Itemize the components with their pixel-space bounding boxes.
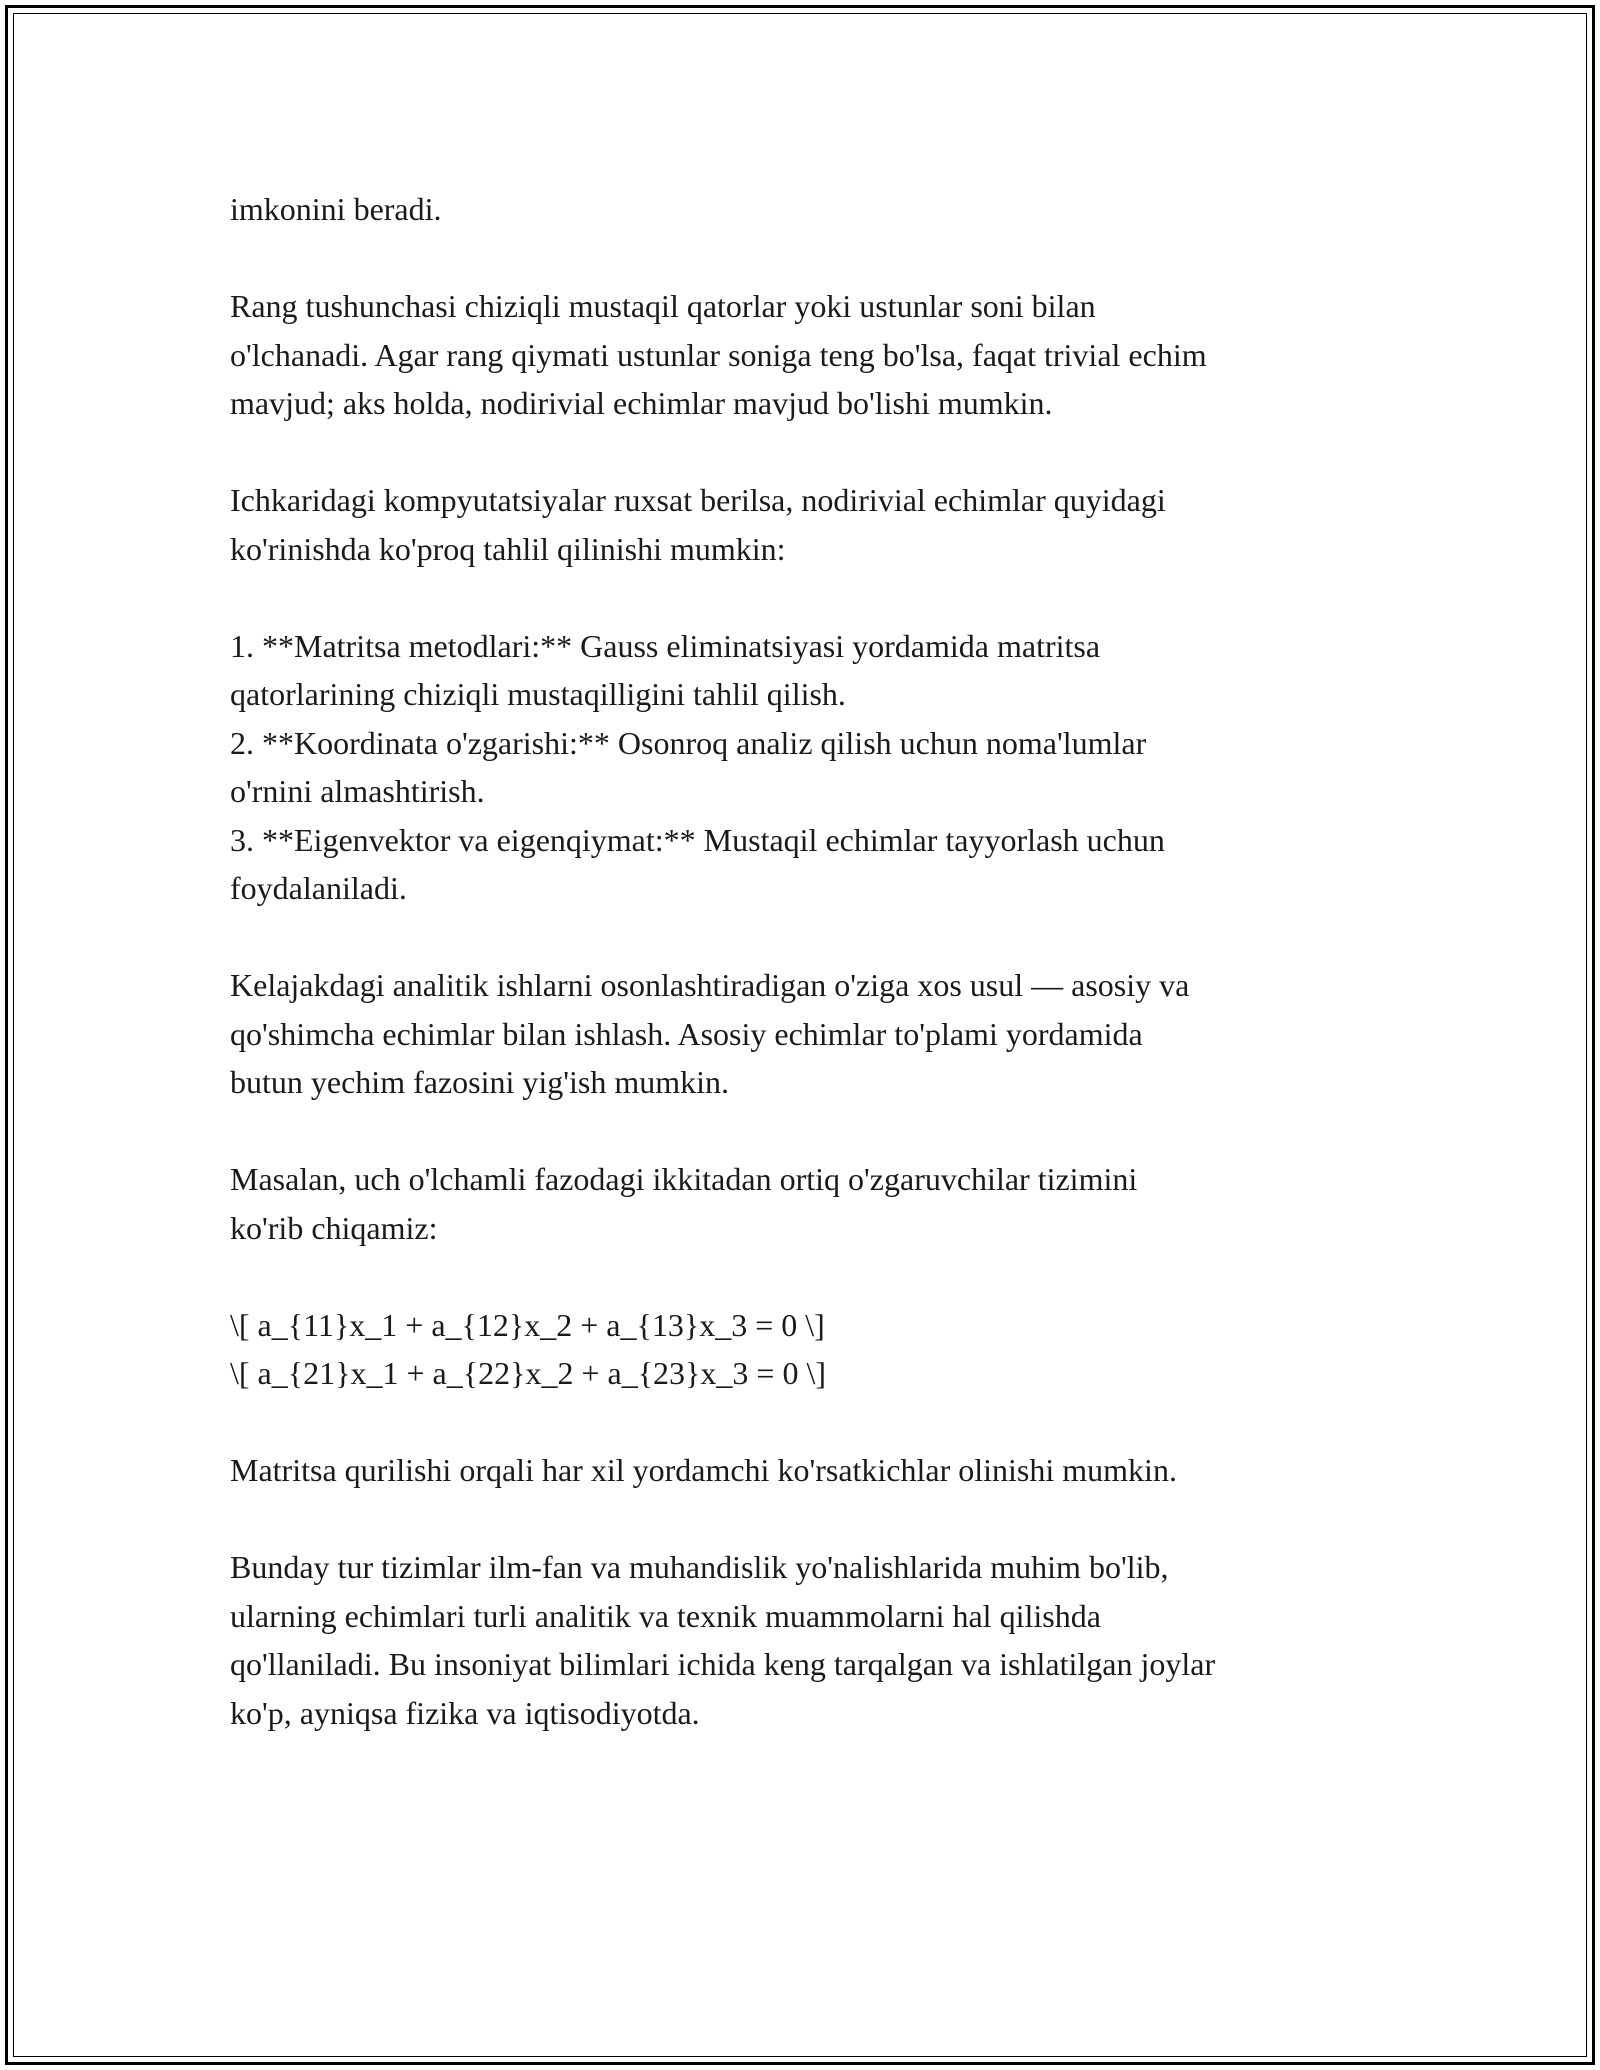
equation-2: \[ a_{21}x_1 + a_{22}x_2 + a_{23}x_3 = 0 \] bbox=[230, 1355, 826, 1391]
equation-1: \[ a_{11}x_1 + a_{12}x_2 + a_{13}x_3 = 0 \] bbox=[230, 1306, 825, 1343]
paragraph-example-line: ko'rib chiqamiz: bbox=[230, 1209, 438, 1246]
list-item-coordinate-change: 2. **Koordinata o'zgarishi:** Osonroq analiz qilish uchun noma'lumlar bbox=[230, 724, 1147, 761]
paragraph-example-line: Masalan, uch o'lchamli fazodagi ikkitadan ortiq o'zgaruvchilar tizimini bbox=[230, 1161, 1138, 1197]
paragraph-computations-line: ko'rinishda ko'proq tahlil qilinishi mumkin: bbox=[230, 530, 786, 567]
paragraph-basis-line: qo'shimcha echimlar bilan ishlash. Asosiy echimlar to'plami yordamida bbox=[230, 1015, 1143, 1052]
paragraph-applications-line: ularning echimlari turli analitik va texnik muammolarni hal qilishda bbox=[230, 1597, 1101, 1634]
paragraph-basis-line: Kelajakdagi analitik ishlarni osonlashtiradigan o'ziga xos usul — asosiy va bbox=[230, 967, 1190, 1003]
list-item-eigenvector: foydalaniladi. bbox=[230, 870, 407, 906]
paragraph-applications-line: Bunday tur tizimlar ilm-fan va muhandislik yo'nalishlarida muhim bo'lib, bbox=[230, 1549, 1169, 1585]
paragraph-applications-line: qo'llaniladi. Bu insoniyat bilimlari ichida keng tarqalgan va ishlatilgan joylar bbox=[230, 1646, 1216, 1682]
list-item-coordinate-change: o'rnini almashtirish. bbox=[230, 773, 485, 809]
list-item-matrix-methods: qatorlarining chiziqli mustaqilligini tahlil qilish. bbox=[230, 676, 846, 712]
list-item-eigenvector: 3. **Eigenvektor va eigenqiymat:** Mustaqil echimlar tayyorlash uchun bbox=[230, 821, 1165, 858]
paragraph-rank-line: Rang tushunchasi chiziqli mustaqil qatorlar yoki ustunlar soni bilan bbox=[230, 288, 1096, 324]
paragraph-matrix-construction: Matritsa qurilishi orqali har xil yordamchi ko'rsatkichlar olinishi mumkin. bbox=[230, 1452, 1177, 1488]
paragraph-intro: imkonini beradi. bbox=[230, 191, 442, 227]
paragraph-basis-line: butun yechim fazosini yig'ish mumkin. bbox=[230, 1064, 730, 1100]
paragraph-rank-line: o'lchanadi. Agar rang qiymati ustunlar soniga teng bo'lsa, faqat trivial echim bbox=[230, 336, 1207, 373]
paragraph-computations-line: Ichkaridagi kompyutatsiyalar ruxsat berilsa, nodirivial echimlar quyidagi bbox=[230, 482, 1166, 518]
paragraph-rank-line: mavjud; aks holda, nodirivial echimlar mavjud bo'lishi mumkin. bbox=[230, 385, 1053, 421]
paragraph-applications-line: ko'p, ayniqsa fizika va iqtisodiyotda. bbox=[230, 1694, 700, 1731]
list-item-matrix-methods: 1. **Matritsa metodlari:** Gauss eliminatsiyasi yordamida matritsa bbox=[230, 627, 1101, 664]
document-body bbox=[230, 185, 1390, 1737]
